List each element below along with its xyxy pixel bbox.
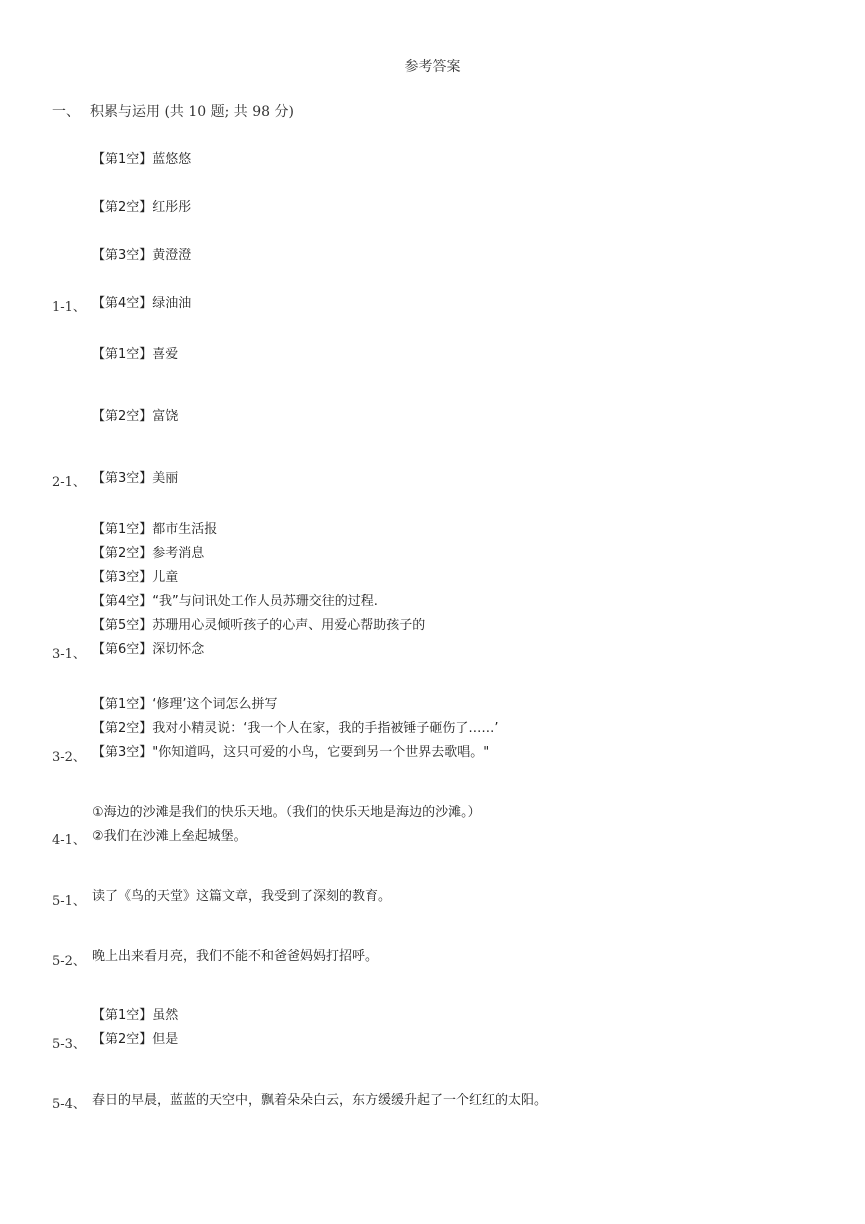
answer-line: 【第3空】黄澄澄: [92, 248, 192, 263]
answer-line: 【第3空】"你知道吗，这只可爱的小鸟，它要到另一个世界去歌唱。": [92, 745, 490, 760]
answer-line: 【第1空】‘修理’这个词怎么拼写: [92, 697, 278, 712]
answer-line: 【第4空】绿油油: [92, 296, 192, 311]
section-title: 积累与运用 (共 10 题; 共 98 分): [90, 104, 294, 120]
answer-line: 【第2空】但是: [92, 1032, 179, 1047]
answer-line: 【第1空】都市生活报: [92, 522, 218, 537]
question-number: 5-3、: [52, 1037, 86, 1052]
answer-line: 【第3空】美丽: [92, 471, 179, 486]
answer-line: 【第2空】富饶: [92, 409, 179, 424]
answer-line: 【第4空】“我”与问讯处工作人员苏珊交往的过程.: [92, 594, 378, 609]
answer-line: 晚上出来看月亮，我们不能不和爸爸妈妈打招呼。: [92, 949, 379, 964]
question-number: 3-2、: [52, 750, 86, 765]
answer-line: 【第3空】儿童: [92, 570, 179, 585]
answer-line: 【第5空】苏珊用心灵倾听孩子的心声、用爱心帮助孩子的: [92, 618, 426, 633]
question-number: 5-2、: [52, 954, 86, 969]
question-number: 5-1、: [52, 894, 86, 909]
answer-line: 【第2空】参考消息: [92, 546, 205, 561]
question-number: 5-4、: [52, 1097, 86, 1112]
question-number: 3-1、: [52, 647, 86, 662]
question-number: 2-1、: [52, 475, 86, 490]
section-heading: [52, 101, 294, 121]
answer-line: 春日的早晨，蓝蓝的天空中，飘着朵朵白云，东方缓缓升起了一个红红的太阳。: [92, 1093, 548, 1108]
answer-line: ②我们在沙滩上垒起城堡。: [92, 829, 247, 844]
answer-line: 【第1空】蓝悠悠: [92, 152, 192, 167]
answer-line: ①海边的沙滩是我们的快乐天地。（我们的快乐天地是海边的沙滩。）: [92, 805, 481, 820]
answer-line: 【第2空】红彤彤: [92, 200, 192, 215]
question-number: 4-1、: [52, 833, 86, 848]
question-number: 1-1、: [52, 300, 86, 315]
answer-line: 【第2空】我对小精灵说：‘我一个人在家，我的手指被锤子砸伤了……’: [92, 721, 499, 736]
page-title: 参考答案: [404, 59, 461, 75]
answer-line: 【第6空】深切怀念: [92, 642, 205, 657]
answer-line: 【第1空】虽然: [92, 1008, 179, 1023]
answer-line: 读了《鸟的天堂》这篇文章，我受到了深刻的教育。: [92, 889, 392, 904]
section-number: 一、: [52, 104, 80, 120]
answer-line: 【第1空】喜爱: [92, 347, 179, 362]
